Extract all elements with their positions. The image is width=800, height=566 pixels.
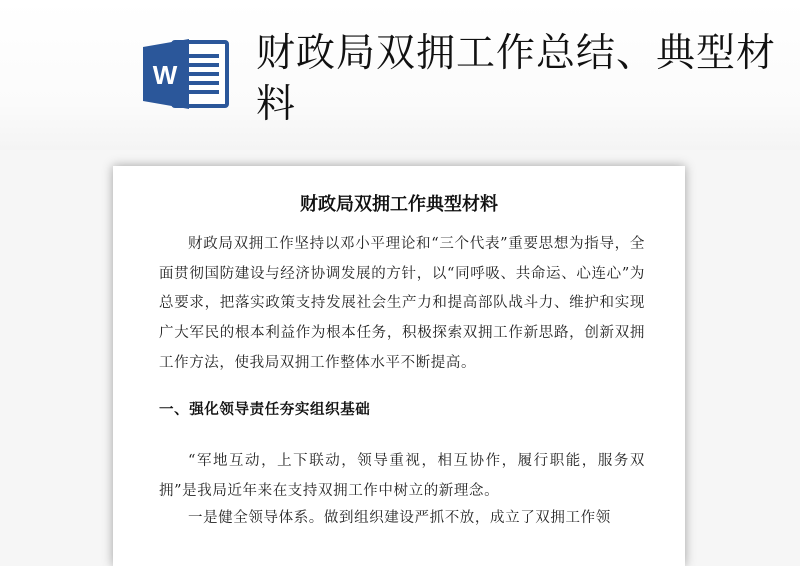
- page-heading: 财政局双拥工作典型材料: [300, 194, 498, 215]
- paragraph-intro: 财政局双拥工作坚持以邓小平理论和“三个代表”重要思想为指导，全面贯彻国防建设与经济协调发展的方针，以“同呼吸、共命运、心连心”为总要求，把落实政策支持发展社会生产力和提高部队战斗力、维护和实现广大军民的根本利益作为根本任务，积极探索双拥工作新思路，创新双拥工作方法，使我局双拥工作整体水平不断提高。: [159, 236, 645, 371]
- word-document-icon: [143, 38, 231, 110]
- document-page: [113, 166, 685, 566]
- document-title: 财政局双拥工作总结、典型材料: [256, 31, 777, 127]
- paragraph-3: 一是健全领导体系。做到组织建设严抓不放，成立了双拥工作领: [188, 510, 611, 526]
- banner: [0, 0, 800, 150]
- paragraph-2: “军地互动，上下联动，领导重视，相互协作，履行职能，服务双拥”是我局近年来在支持双拥工作中树立的新理念。: [159, 453, 645, 499]
- section-heading-1: 一、强化领导责任夯实组织基础: [159, 402, 371, 418]
- svg-text:W: W: [152, 60, 178, 90]
